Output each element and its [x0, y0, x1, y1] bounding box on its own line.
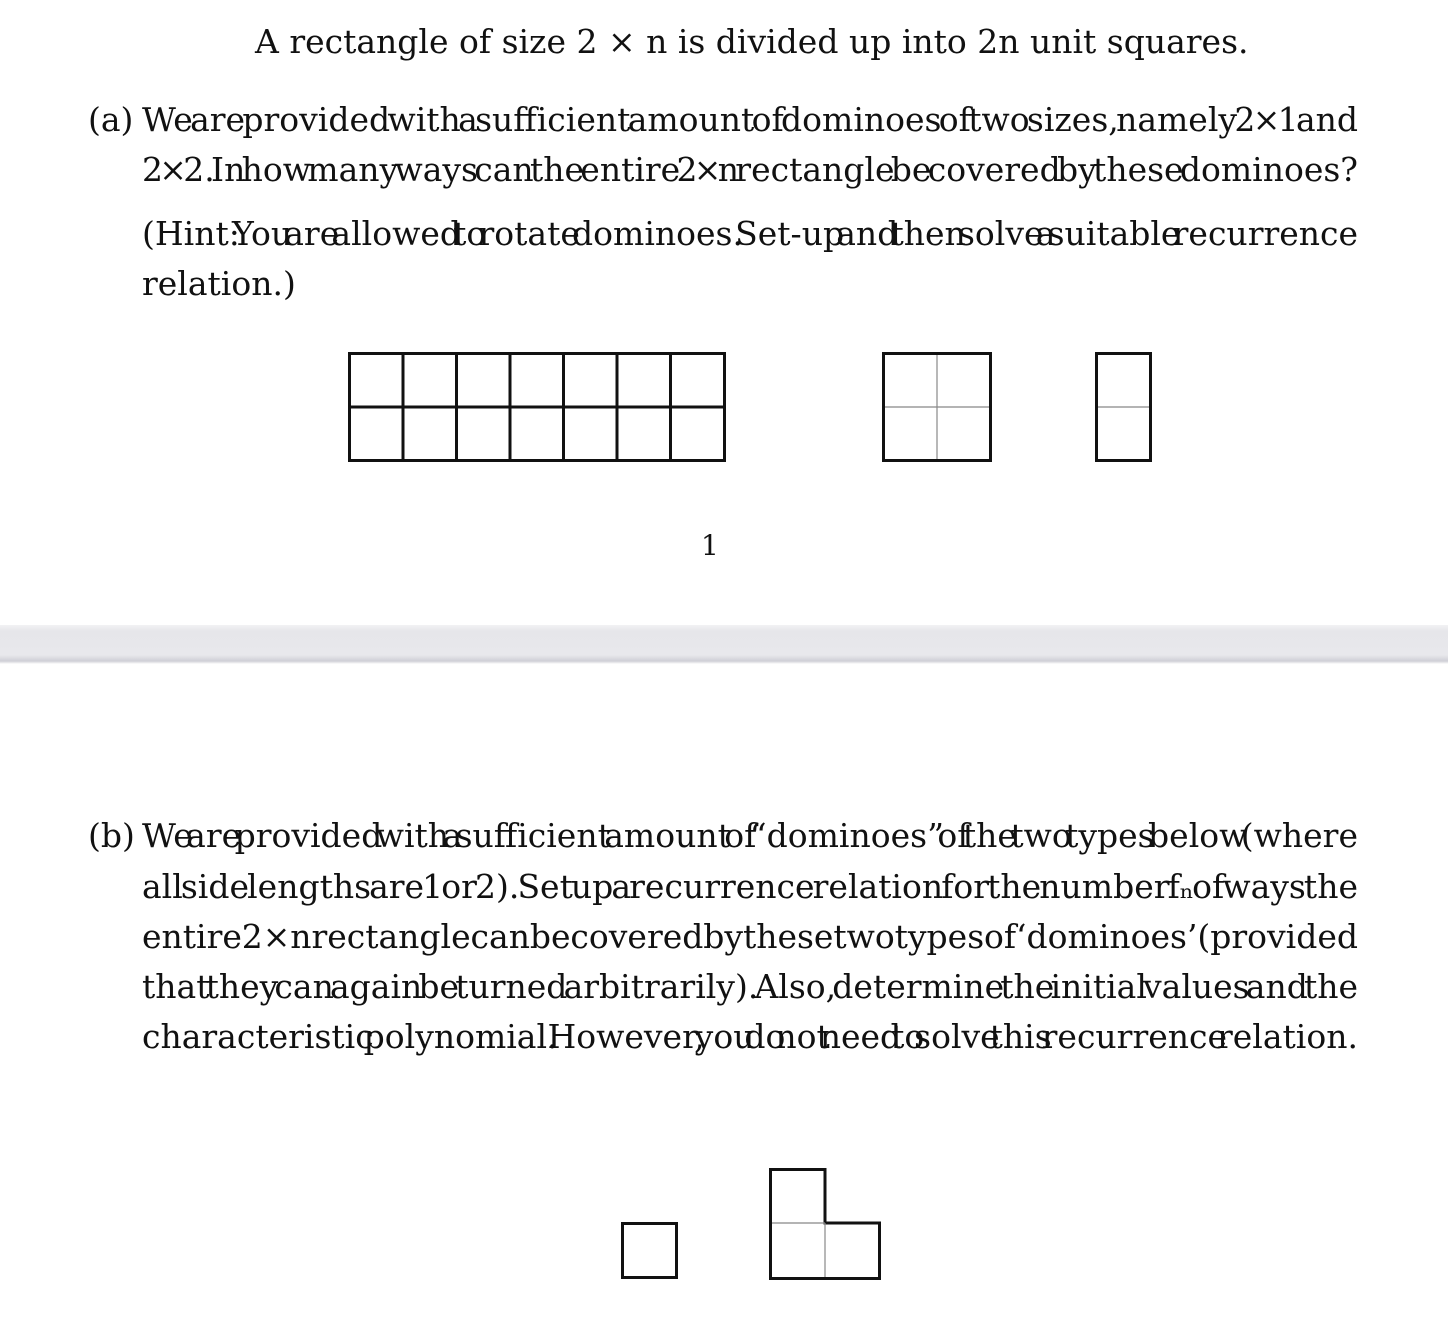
- part-b-line-5: characteristic polynomial. However, you do not need to solve this recurrence relation.: [142, 1017, 1358, 1056]
- part-a-hint-line-1: (Hint: You are allowed to rotate dominoes. Set-up and then solve a suitable recurrence: [142, 214, 1359, 253]
- part-a-line-1: We are provided with a sufficient amount of dominoes of two sizes, namely 2 × 1 and: [142, 100, 1359, 139]
- intro-text: A rectangle of size 2 × n is divided up into 2n unit squares.: [255, 22, 1249, 61]
- rectangle-grid-figure: [348, 352, 726, 462]
- part-a-hint-line-2: relation.): [142, 264, 296, 303]
- part-b-line-2: all side lengths are 1 or 2). Set up a recurrence relation for the number fₙ of ways the: [142, 867, 1358, 906]
- vertical-domino-figure: [1095, 352, 1153, 462]
- l-piece-figure: [769, 1168, 881, 1280]
- page-1: [0, 0, 1448, 625]
- page-number: 1: [701, 529, 719, 562]
- page-divider: [0, 625, 1448, 664]
- square-domino-figure: [882, 352, 992, 462]
- part-a-label: (a): [88, 100, 134, 139]
- part-a-line-2: 2 × 2. In how many ways can the entire 2 × n rectangle be covered by these dominoes?: [142, 150, 1358, 189]
- part-b-label: (b): [88, 816, 135, 855]
- part-b-line-3: entire 2 × n rectangle can be covered by these two types of ‘dominoes’ (provided: [142, 917, 1358, 956]
- small-square-piece-figure: [621, 1222, 678, 1279]
- part-b-line-1: We are provided with a sufficient amount of “dominoes” of the two types below (where: [142, 816, 1358, 855]
- part-b-line-4: that they can again be turned arbitrarily). Also, determine the initial values and the: [142, 967, 1359, 1006]
- small-square-outline: [623, 1224, 677, 1278]
